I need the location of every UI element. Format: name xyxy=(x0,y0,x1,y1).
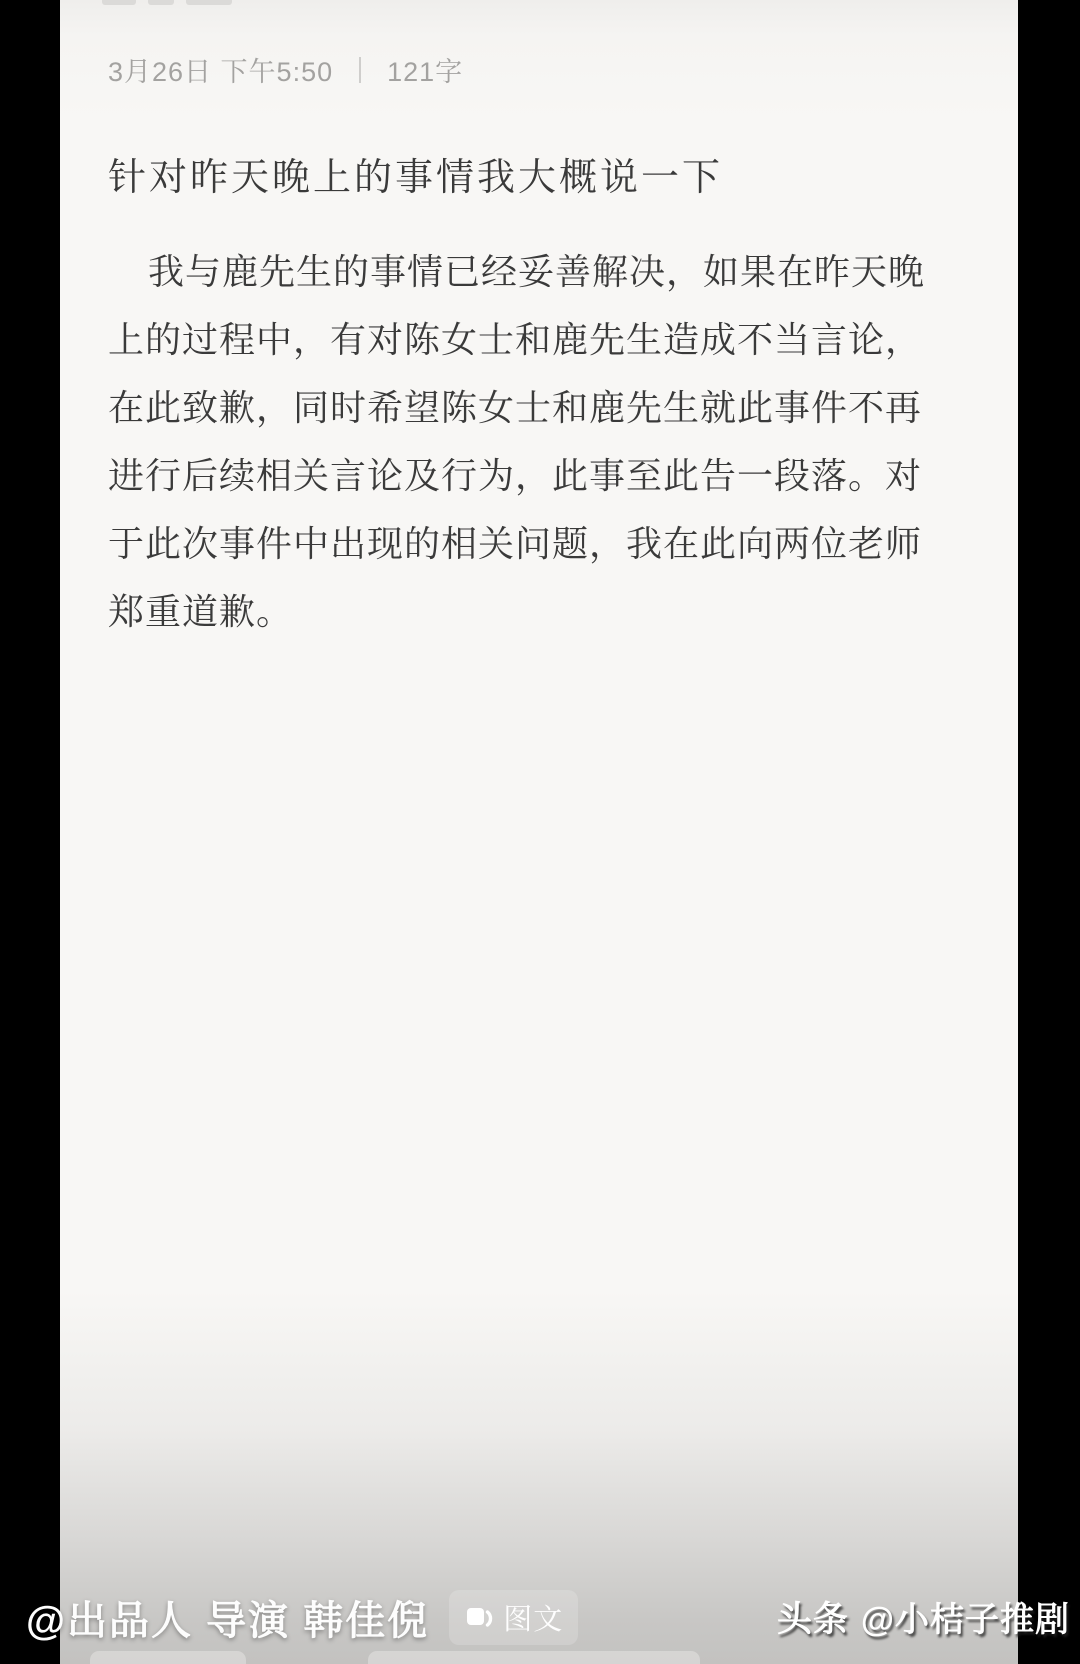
body-line: 进行后续相关言论及行为，此事至此告一段落。对 xyxy=(108,455,923,496)
body-line: 上的过程中，有对陈女士和鹿先生造成不当言论， xyxy=(108,319,923,360)
note-page xyxy=(60,0,1018,1664)
body-line: 在此致歉，同时希望陈女士和鹿先生就此事件不再 xyxy=(108,387,923,428)
note-body xyxy=(108,238,968,646)
body-line: 郑重道歉。 xyxy=(108,591,294,632)
multi-image-icon xyxy=(464,1603,494,1633)
cropped-player-control xyxy=(90,1651,246,1664)
letterbox-right xyxy=(1018,0,1080,1664)
cropped-toolbar-fragment xyxy=(102,0,136,5)
meta-divider xyxy=(359,57,361,83)
watermark-handle: @小桔子推剧 xyxy=(860,1601,1070,1639)
note-meta-row xyxy=(108,50,463,89)
letterbox-left xyxy=(0,0,60,1664)
note-datetime: 3月26日 下午5:50 xyxy=(108,57,334,87)
image-text-badge[interactable] xyxy=(449,1590,578,1645)
cropped-player-control xyxy=(368,1651,700,1664)
cropped-toolbar-fragment xyxy=(148,0,174,5)
cropped-toolbar-fragment xyxy=(186,0,232,5)
body-line: 于此次事件中出现的相关问题，我在此向两位老师 xyxy=(108,523,923,564)
body-line: 我与鹿先生的事情已经妥善解决，如果在昨天晚 xyxy=(148,251,926,292)
badge-label: 图文 xyxy=(503,1604,564,1636)
note-word-count: 121字 xyxy=(387,57,464,87)
caption-mention[interactable]: @出品人 导演 韩佳倪 xyxy=(26,1599,430,1643)
watermark-brand: 头条 xyxy=(776,1600,849,1639)
note-title: 针对昨天晚上的事情我大概说一下 xyxy=(108,157,724,199)
video-caption-row xyxy=(26,1589,578,1646)
watermark xyxy=(777,1592,1070,1642)
